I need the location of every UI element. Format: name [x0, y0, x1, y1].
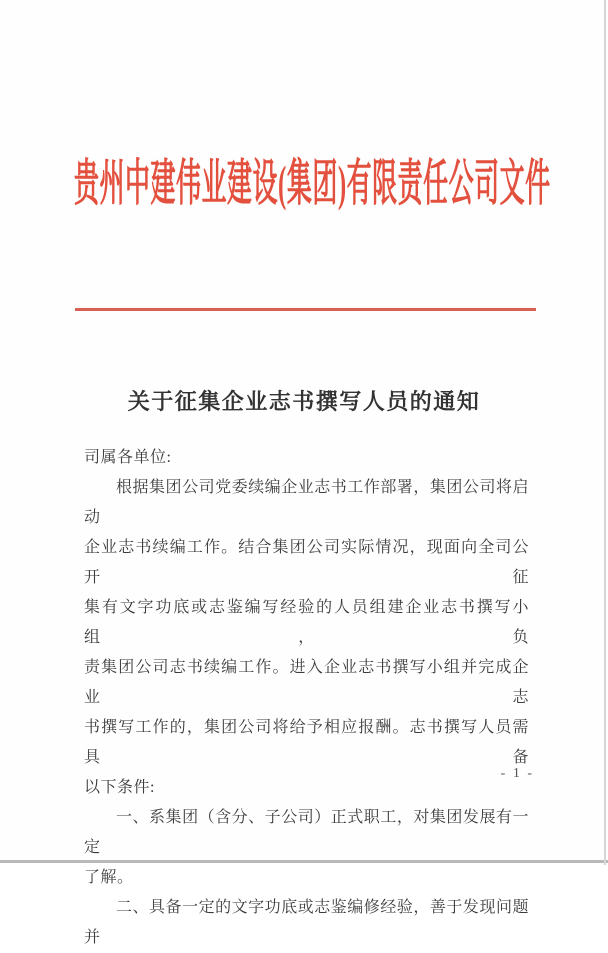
body-line: 责集团公司志书续编工作。进入企业志书撰写小组并完成企业志 [84, 659, 529, 706]
body-text [84, 443, 529, 953]
body-line: 企业志书续编工作。结合集团公司实际情况，现面向全司公开征 [84, 539, 529, 586]
body-line-item-1: 一、系集团（含分、子公司）正式职工，对集团发展有一定 [84, 809, 529, 856]
body-line-item-2: 二、具备一定的文字功底或志鉴编修经验，善于发现问题并 [84, 899, 529, 946]
body-line: 根据集团公司党委续编企业志书工作部署，集团公司将启动 [84, 479, 529, 526]
letterhead-title: 贵州中建伟业建设(集团)有限责任公司文件 [74, 155, 551, 211]
body-line: 集有文字功底或志鉴编写经验的人员组建企业志书撰写小组，负 [84, 599, 529, 646]
page-number: - 1 - [500, 766, 534, 781]
body-line: 以下条件: [84, 779, 155, 796]
document-title: 关于征集企业志书撰写人员的通知 [127, 389, 481, 414]
red-divider-line [75, 308, 536, 311]
body-line: 了解。 [84, 869, 134, 886]
body-line-salutation: 司属各单位: [84, 449, 172, 466]
body-line: 书撰写工作的，集团公司将给予相应报酬。志书撰写人员需具备 [84, 719, 529, 766]
